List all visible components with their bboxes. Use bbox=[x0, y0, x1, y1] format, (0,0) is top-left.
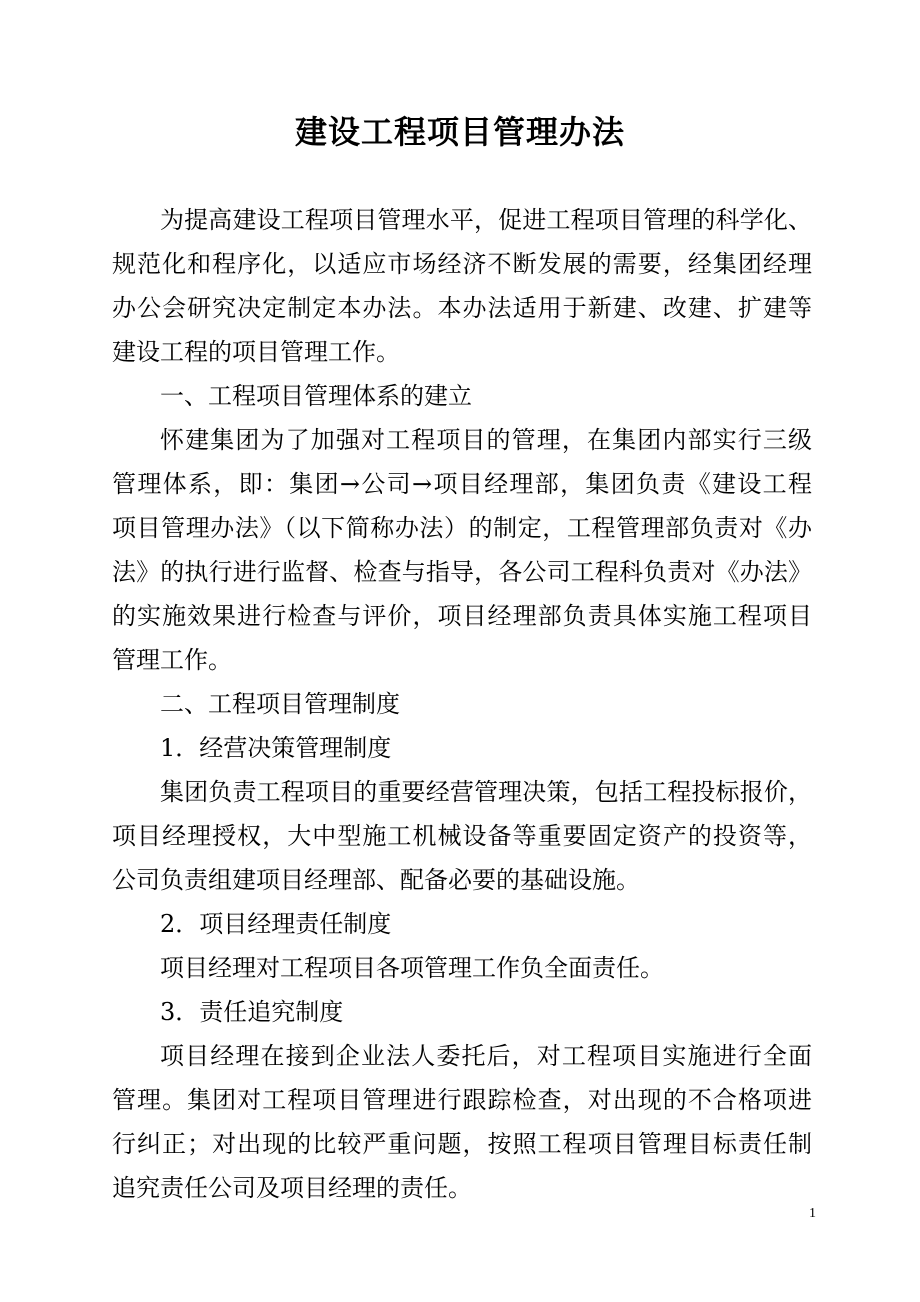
text-line: 办公会研究决定制定本办法。本办法适用于新建、改建、扩建等 bbox=[112, 294, 812, 322]
text-line: 建设工程的项目管理工作。 bbox=[112, 338, 400, 366]
document-body bbox=[112, 198, 812, 1210]
document-title: 建设工程项目管理办法 bbox=[294, 113, 625, 151]
text-line: 的实施效果进行检查与评价，项目经理部负责具体实施工程项目 bbox=[112, 602, 812, 630]
text-line: 管理体系，即：集团→公司→项目经理部，集团负责《建设工程 bbox=[112, 470, 812, 498]
text-line: 项目经理在接到企业法人委托后，对工程项目实施进行全面 bbox=[160, 1042, 812, 1070]
section-heading: 二、工程项目管理制度 bbox=[160, 690, 400, 718]
text-line: 项目经理对工程项目各项管理工作负全面责任。 bbox=[160, 954, 664, 982]
subsection-heading: 3．责任追究制度 bbox=[160, 998, 344, 1026]
text-line: 规范化和程序化，以适应市场经济不断发展的需要，经集团经理 bbox=[112, 250, 812, 278]
text-line: 怀建集团为了加强对工程项目的管理，在集团内部实行三级 bbox=[160, 426, 812, 454]
text-line: 管理。集团对工程项目管理进行跟踪检查，对出现的不合格项进 bbox=[112, 1086, 812, 1114]
page-number: 1 bbox=[809, 1206, 816, 1221]
text-line: 项目经理授权，大中型施工机械设备等重要固定资产的投资等， bbox=[112, 822, 812, 850]
text-line: 行纠正；对出现的比较严重问题，按照工程项目管理目标责任制 bbox=[112, 1130, 812, 1158]
section-heading: 一、工程项目管理体系的建立 bbox=[160, 382, 472, 410]
text-line: 集团负责工程项目的重要经营管理决策，包括工程投标报价， bbox=[160, 778, 812, 806]
text-line: 管理工作。 bbox=[112, 646, 232, 674]
text-line: 追究责任公司及项目经理的责任。 bbox=[112, 1174, 472, 1202]
text-line: 公司负责组建项目经理部、配备必要的基础设施。 bbox=[112, 866, 640, 894]
text-line: 为提高建设工程项目管理水平，促进工程项目管理的科学化、 bbox=[160, 206, 812, 234]
subsection-heading: 1．经营决策管理制度 bbox=[160, 734, 392, 762]
text-line: 项目管理办法》（以下简称办法）的制定，工程管理部负责对《办 bbox=[112, 514, 812, 542]
subsection-heading: 2．项目经理责任制度 bbox=[160, 910, 392, 938]
text-line: 法》的执行进行监督、检查与指导，各公司工程科负责对《办法》 bbox=[112, 558, 812, 586]
